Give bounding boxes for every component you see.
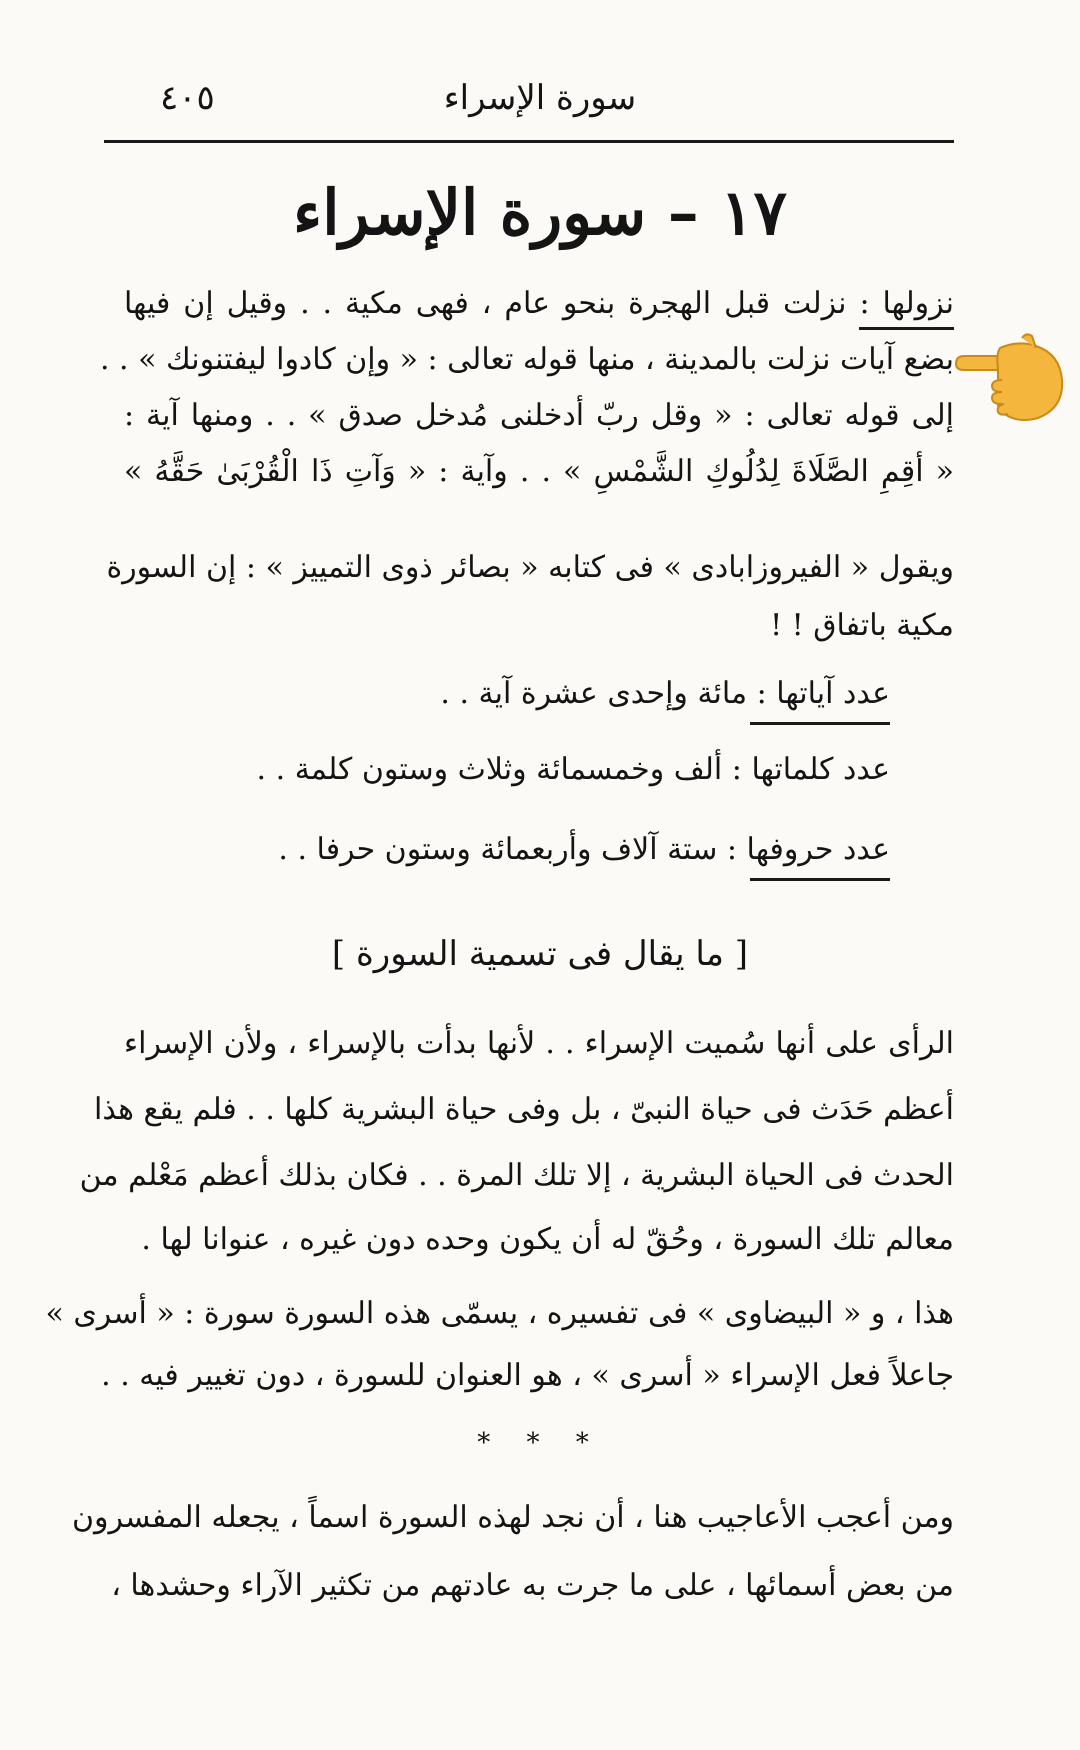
section-heading: [ ما يقال فى تسمية السورة ] [331, 934, 749, 974]
section-separator: * * * [477, 1428, 603, 1458]
stat-words-value: ألف وخمسمائة وثلاث وستون كلمة . . [256, 752, 723, 787]
baydawi-line-2: جاعلاً فعل الإسراء « أسرى » ، هو العنوان للسورة ، دون تغيير فيه . . [101, 1358, 954, 1393]
stat-verses-underline [750, 722, 890, 725]
intro-label: نزولها : [859, 286, 954, 330]
stat-verses [440, 676, 890, 711]
stat-words-label: عدد كلماتها : [731, 752, 890, 787]
stat-letters-value: ستة آلاف وأربعمائة وستون حرفا . . [278, 832, 718, 867]
intro-text-1: نزلت قبل الهجرة بنحو عام ، فهى مكية . . وقيل إن فيها [124, 286, 847, 321]
intro-line-2: بضع آيات نزلت بالمدينة ، منها قوله تعالى : « وإن كادوا ليفتنونك » . . [99, 342, 954, 377]
firuzabadi-line-2: مكية باتفاق ! ! [770, 608, 954, 643]
intro-line-1 [124, 284, 954, 324]
chapter-title: ١٧ – سورة الإسراء [293, 176, 787, 249]
running-title: سورة الإسراء [443, 78, 637, 118]
baydawi-line-1: هذا ، و « البيضاوى » فى تفسيره ، يسمّى هذه السورة سورة : « أسرى » [45, 1296, 954, 1331]
page-number: ٤٠٥ [160, 78, 215, 118]
header-rule [104, 140, 954, 143]
closing-line-2: من بعض أسمائها ، على ما جرت به عادتهم من تكثير الآراء وحشدها ، [111, 1568, 954, 1603]
naming-line-1: الرأى على أنها سُميت الإسراء . . لأنها بدأت بالإسراء ، ولأن الإسراء [124, 1026, 954, 1061]
intro-line-3: إلى قوله تعالى : « وقل ربّ أدخلنى مُدخل صدق » . . ومنها آية : [124, 398, 954, 433]
stat-letters [278, 832, 890, 867]
stat-letters-label: عدد حروفها : [726, 832, 890, 867]
stat-verses-label: عدد آياتها : [756, 676, 890, 711]
stat-letters-underline [750, 878, 890, 881]
stat-words [257, 752, 890, 787]
naming-line-3: الحدث فى الحياة البشرية ، إلا تلك المرة . . فكان بذلك أعظم مَعْلم من [79, 1158, 954, 1193]
intro-line-4: « أقِمِ الصَّلَاةَ لِدُلُوكِ الشَّمْسِ » . . وآية : « وَآتِ ذَا الْقُرْبَىٰ حَقَّهُ » [124, 454, 954, 489]
naming-line-4: معالم تلك السورة ، وحُقّ له أن يكون وحده دون غيره ، عنوانا لها . [141, 1222, 954, 1257]
stat-verses-value: مائة وإحدى عشرة آية . . [440, 676, 748, 711]
naming-line-2: أعظم حَدَث فى حياة النبىّ ، بل وفى حياة البشرية كلها . . فلم يقع هذا [94, 1092, 954, 1127]
firuzabadi-line-1: ويقول « الفيروزابادى » فى كتابه « بصائر ذوى التمييز » : إن السورة [106, 550, 954, 585]
pointing-hand-icon [952, 328, 1068, 424]
closing-line-1: ومن أعجب الأعاجيب هنا ، أن نجد لهذه السورة اسماً ، يجعله المفسرون [72, 1500, 954, 1535]
